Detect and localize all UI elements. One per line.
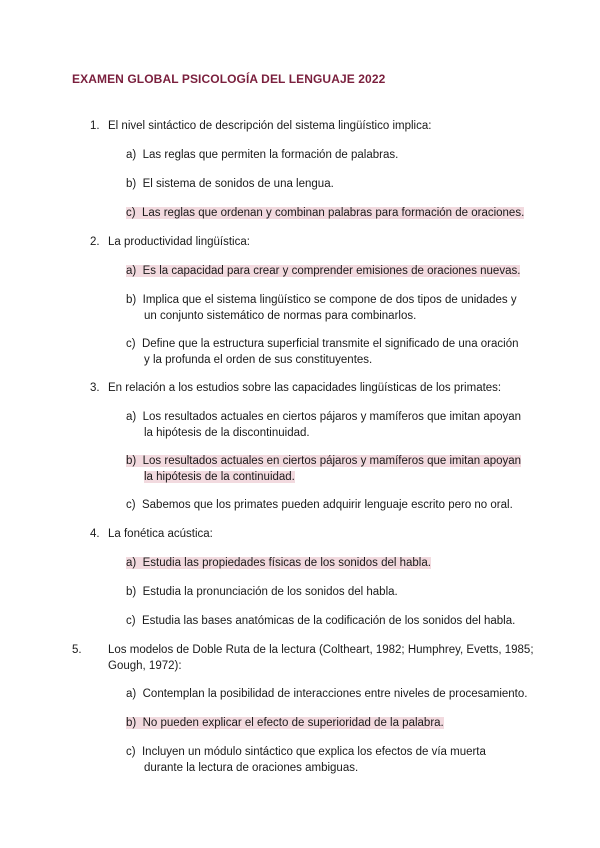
page-title: EXAMEN GLOBAL PSICOLOGÍA DEL LENGUAJE 2022 — [72, 72, 386, 86]
option-text: Los resultados actuales en ciertos pájaros y mamíferos que imitan apoyan la hipótesis de la continuidad. — [142, 455, 522, 483]
option-3c — [126, 497, 513, 513]
option-4a-highlighted — [126, 555, 431, 571]
option-letter: b) — [126, 455, 137, 467]
question-text: Los modelos de Doble Ruta de la lectura (Coltheart, 1982; Humphrey, Evetts, 1985; Gough, 1972): — [108, 644, 534, 672]
option-text: Contemplan la posibilidad de interacciones entre niveles de procesamiento. — [142, 688, 528, 700]
option-letter: c) — [126, 499, 136, 511]
option-text: Estudia las bases anatómicas de la codificación de los sonidos del habla. — [141, 615, 516, 627]
question-text: En relación a los estudios sobre las capacidades lingüísticas de los primates: — [108, 382, 502, 394]
option-text: Las reglas que ordenan y combinan palabras para formación de oraciones. — [141, 207, 525, 219]
option-text: El sistema de sonidos de una lengua. — [142, 178, 334, 190]
question-3 — [90, 380, 501, 396]
option-text: Estudia las propiedades físicas de los sonidos del habla. — [142, 557, 431, 569]
option-text: Define que la estructura superficial transmite el significado de una oración y la profunda el orden de sus constituyentes. — [141, 338, 519, 366]
option-letter: a) — [126, 688, 137, 700]
option-letter: c) — [126, 615, 136, 627]
question-text: La fonética acústica: — [108, 528, 213, 540]
question-text: El nivel sintáctico de descripción del sistema lingüístico implica: — [108, 120, 432, 132]
option-letter: c) — [126, 746, 136, 758]
question-number: 4. — [90, 528, 100, 540]
option-letter: c) — [126, 207, 136, 219]
question-number: 2. — [90, 236, 100, 248]
option-text: Las reglas que permiten la formación de palabras. — [142, 149, 399, 161]
option-text: Sabemos que los primates pueden adquirir lenguaje escrito pero no oral. — [141, 499, 513, 511]
question-4 — [90, 526, 213, 542]
question-number: 5. — [72, 644, 82, 656]
option-letter: b) — [126, 294, 137, 306]
option-5a — [126, 686, 527, 702]
question-1 — [90, 118, 431, 134]
question-number: 1. — [90, 120, 100, 132]
option-2a-highlighted — [126, 263, 520, 279]
option-1b — [126, 176, 334, 192]
option-1c-highlighted — [126, 205, 524, 221]
option-text: Incluyen un módulo sintáctico que explica los efectos de vía muerta durante la lectura de oraciones ambiguas. — [141, 746, 486, 774]
option-2c — [126, 336, 522, 368]
option-letter: b) — [126, 717, 137, 729]
question-5 — [72, 642, 538, 674]
option-5b-highlighted — [126, 715, 444, 731]
option-1a — [126, 147, 398, 163]
option-letter: a) — [126, 149, 137, 161]
question-number: 3. — [90, 382, 100, 394]
option-text: Implica que el sistema lingüístico se compone de dos tipos de unidades y un conjunto sistemático de normas para combinarlos. — [142, 294, 517, 322]
option-3a — [126, 409, 522, 441]
option-letter: b) — [126, 178, 137, 190]
option-letter: a) — [126, 557, 137, 569]
option-2b — [126, 292, 522, 324]
option-5c — [126, 744, 522, 776]
question-2 — [90, 234, 250, 250]
option-text: No pueden explicar el efecto de superioridad de la palabra. — [142, 717, 444, 729]
option-3b-highlighted — [126, 453, 522, 485]
option-text: Estudia la pronunciación de los sonidos del habla. — [142, 586, 398, 598]
question-text: La productividad lingüística: — [108, 236, 250, 248]
option-4b — [126, 584, 398, 600]
option-letter: b) — [126, 586, 137, 598]
option-letter: c) — [126, 338, 136, 350]
option-letter: a) — [126, 411, 137, 423]
option-4c — [126, 613, 515, 629]
option-text: Los resultados actuales en ciertos pájaros y mamíferos que imitan apoyan la hipótesis de la discontinuidad. — [142, 411, 522, 439]
option-letter: a) — [126, 265, 137, 277]
option-text: Es la capacidad para crear y comprender emisiones de oraciones nuevas. — [142, 265, 521, 277]
